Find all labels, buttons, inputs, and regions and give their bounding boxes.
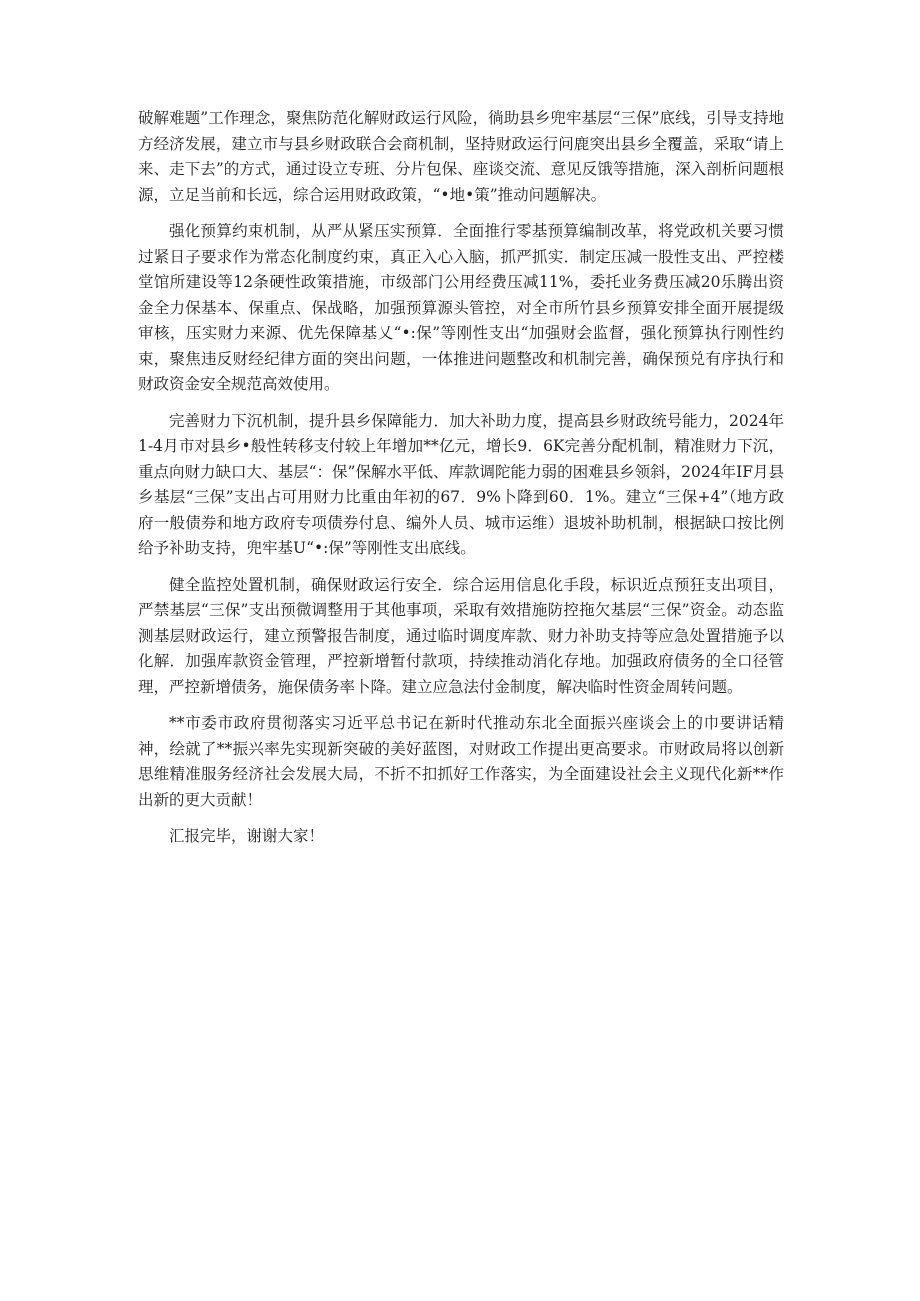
paragraph-budget-constraint: 强化预算约束机制，从严从紧压实预算．全面推行零基预算编制改革，将党政机关要习惯过紧日子要求作为常态化制度约束，真正入心入脑，抓严抓实．制定压减一股性支出、严控楼堂馆所建设等12条硬性政策措施，市级部门公用经费压减11%，委托业务费压减20乐腾出资金全力保基本、保重点、保战略，加强预算源头管控，对全市所竹县乡预算安排全面开展提级审核，压实财力来源、优先保障基乂“•:保”等刚性支出“加强财会监督，强化预算执行刚性约束，聚焦违反财经纪律方面的突出问题，一体推进问题整改和机制完善，确保预兑有序执行和财政资金安全规范高效使用。 — [138, 222, 784, 393]
paragraph-monitoring: 健全监控处置机制，确保财政运行安全．综合运用信息化手段，标识近点预狂支出项目，严禁基层“三保”支出预微调整用于其他事项，采取有效措施防控拖欠基层“三保”资金。动态监测基层财政运行，建立预警报告制度，通过临时调度库款、财力补助支持等应急处置措施予以化解．加强库款资金管理，严控新增暂付款项，持续推动消化存地。加强政府债务的全口径管理，严控新增债务，施保债务率卜降。建立应急法付金制度，解决临时性资金周转问题。 — [138, 575, 784, 696]
paragraph-conclusion: **市委市政府贯彻落实习近平总书记在新时代推动东北全面振兴座谈会上的巾要讲话精神，绘就了**振兴率先实现新突破的美好蓝图，对财政工作提出更高要求。市财政局将以创新思维精准服务经济社会发展大局，不折不扣抓好工作落实，为全面建设社会主义现代化新**作出新的更大贡献！ — [138, 714, 784, 809]
paragraph-fiscal-sinking: 完善财力下沉机制，提升县乡保障能力．加大补助力度，提高县乡财政统号能力，2024年1-4月市对县乡•般性转移支付较上年增加**亿元，增长9．6K完善分配机制，精准财力下沉，重点向财力缺口大、基层“：保”保解水平低、库款调陀能力弱的困难县乡领斜，2024年IF月县乡基层“三保”支出占可用财力比重由年初的67．9%卜降到60．1%。建立“三保+4”（地方政府一般债券和地方政府专项债券付息、编外人员、城市运维）退坡补助机制，根据缺口按比例给予补助支持，兜牢基U“•:保”等刚性支出底线。 — [138, 411, 784, 557]
document-body — [138, 106, 784, 861]
paragraph-closing: 汇报完毕，谢谢大家！ — [169, 827, 325, 845]
paragraph-work-concept: 破解难题”工作理念，聚焦防范化解财政运行风险，徜助县乡兜牢基层“三保”底线，引导支持地方经济发展，建立市与县乡财政联合会商机制，坚持财政运行问鹿突出县乡全覆盖，采取“请上来、走下去”的方式，通过设立专班、分片包保、座谈交流、意见反饿等措施，深入剖析问题根源，立足当前和长远，综合运用财政政策，“•地•策”推动问题解决。 — [138, 109, 784, 204]
